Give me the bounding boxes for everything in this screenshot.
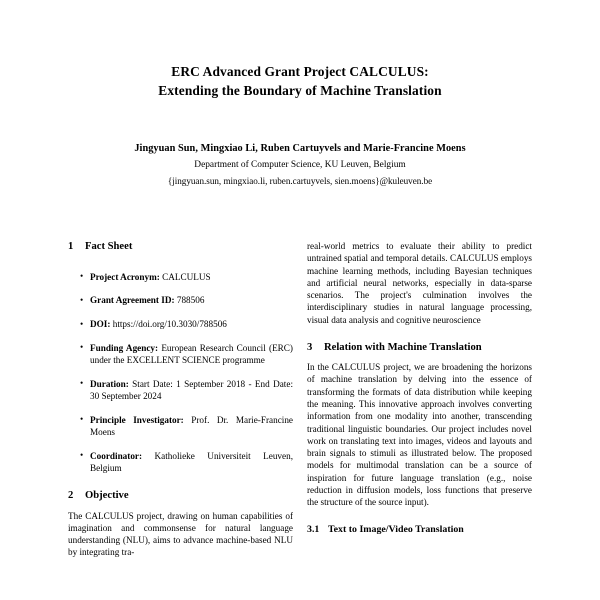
subsection-number: 3.1 <box>307 523 320 535</box>
fact-label: Project Acronym: <box>90 271 160 282</box>
right-column <box>307 240 532 600</box>
section-heading-relation-with-machine-translation <box>307 341 532 354</box>
paper-header <box>0 0 600 187</box>
section-number: 3 <box>307 341 313 353</box>
relation-mt-paragraph: In the CALCULUS project, we are broadening the horizons of machine translation by delving into the essence of transforming the formats of data distribution while keeping the meaning. This innovative approach involves converting information from one modality into another, transcending traditional linguistic boundaries. Our project includes novel work on translating text into images, videos and layouts and brain signals to stimuli as illustrated below. The proposed models for multimodal translation can be a source of inspiration for future language translation (e.g., noise reduction in diffusion models, loss functions that preserve the structure of the source input). <box>307 362 532 508</box>
title-line-2: Extending the Boundary of Machine Translation <box>158 83 442 99</box>
list-item <box>68 271 293 283</box>
section-number: 2 <box>68 490 74 502</box>
fact-label: DOI: <box>90 319 111 330</box>
subsection-title: Text to Image/Video Translation <box>328 523 464 535</box>
objective-paragraph-continued-right: real-world metrics to evaluate their ability to predict untrained spatial and temporal details. CALCULUS employs machine learning methods, including Bayesian techniques and artificial neural networks, especially in data-sparse scenarios. The project's culmination involves the interdisciplinary studies in natural language processing, visual data analysis and cognitive neuroscience <box>307 241 532 325</box>
fact-value: 788506 <box>174 295 205 306</box>
fact-value: Start Date: 1 September 2018 - End Date: 30 September 2024 <box>90 378 293 402</box>
fact-value: Katholieke Universiteit Leuven, Belgium <box>90 450 293 474</box>
section-number: 1 <box>68 241 74 252</box>
list-item <box>68 450 293 474</box>
section-title: Relation with Machine Translation <box>324 341 482 353</box>
page-title <box>68 0 532 100</box>
author-emails: {jingyuan.sun, mingxiao.li, ruben.cartuyvels, sien.moens}@kuleuven.be <box>167 175 433 186</box>
list-item <box>68 342 293 366</box>
author-list: Jingyuan Sun, Mingxiao Li, Ruben Cartuyvels and Marie-Francine Moens <box>134 143 466 155</box>
subsection-heading-text-to-image-video-translation <box>307 524 532 536</box>
list-item <box>68 378 293 402</box>
fact-label: Principle Investigator: <box>90 414 184 425</box>
fact-label: Duration: <box>90 378 129 389</box>
fact-value: https://doi.org/10.3030/788506 <box>110 319 227 330</box>
section-title: Fact Sheet <box>85 241 133 252</box>
section-heading-objective <box>68 489 293 502</box>
objective-paragraph-continued-left: The CALCULUS project, drawing on human capabilities of imagination and commonsense for natural language understanding (NLU), aims to advance machine-based NLU by integrating tra- <box>68 510 293 558</box>
fact-label: Grant Agreement ID: <box>90 295 175 306</box>
fact-value: European Research Council (ERC) under the EXCELLENT SCIENCE programme <box>90 342 293 366</box>
fact-value: CALCULUS <box>159 271 211 282</box>
fact-value: Prof. Dr. Marie-Francine Moens <box>90 414 293 438</box>
fact-label: Coordinator: <box>90 450 143 461</box>
list-item <box>68 294 293 306</box>
title-line-1: ERC Advanced Grant Project CALCULUS: <box>171 64 429 79</box>
fact-label: Funding Agency: <box>90 342 159 353</box>
section-title: Objective <box>85 490 129 502</box>
two-column-body <box>0 240 600 600</box>
affiliation: Department of Computer Science, KU Leuven, Belgium <box>194 160 406 171</box>
left-column <box>68 240 293 600</box>
section-heading-fact-sheet <box>68 240 293 253</box>
fact-sheet-list <box>68 271 293 475</box>
list-item <box>68 318 293 330</box>
list-item <box>68 414 293 438</box>
